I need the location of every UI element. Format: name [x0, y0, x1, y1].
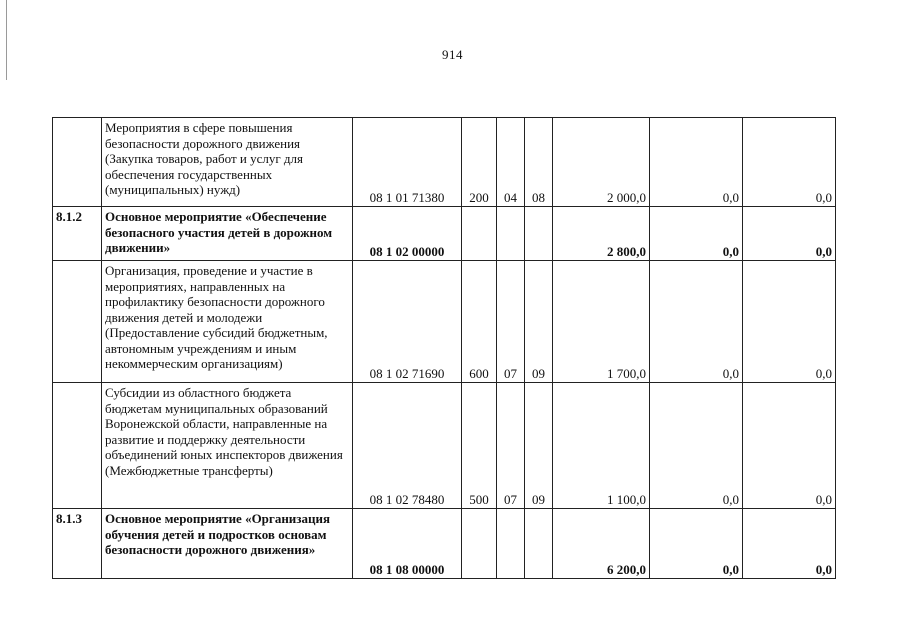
row-name: Организация, проведение и участие в мероприятиях, направленных на профилактику безопасности дорожного движения детей и молодежи (Предоставление субсидий бюджетным, автономным учреждениям и иным некоммерческим организациям) [102, 261, 353, 383]
row-amount-3: 0,0 [743, 383, 836, 509]
row-target-code: 08 1 01 71380 [353, 118, 462, 207]
row-target-code: 08 1 02 00000 [353, 207, 462, 261]
row-number: 8.1.3 [53, 509, 102, 579]
row-amount-1: 2 000,0 [553, 118, 650, 207]
row-amount-3: 0,0 [743, 118, 836, 207]
table-row [53, 118, 836, 207]
budget-table [52, 117, 836, 579]
row-amount-1: 1 700,0 [553, 261, 650, 383]
row-target-code: 08 1 02 71690 [353, 261, 462, 383]
row-section: 07 [497, 383, 525, 509]
row-name: Основное мероприятие «Организация обучения детей и подростков основам безопасности дорожного движения» [102, 509, 353, 579]
row-subsection: 09 [525, 383, 553, 509]
row-section [497, 207, 525, 261]
row-amount-2: 0,0 [650, 207, 743, 261]
row-amount-2: 0,0 [650, 383, 743, 509]
row-number [53, 383, 102, 509]
row-amount-3: 0,0 [743, 207, 836, 261]
row-subsection: 09 [525, 261, 553, 383]
row-name: Субсидии из областного бюджета бюджетам муниципальных образований Воронежской области, направленные на развитие и поддержку деятельности объединений юных инспекторов движения (Межбюджетные трансферты) [102, 383, 353, 509]
row-subsection: 08 [525, 118, 553, 207]
row-expense-type: 200 [462, 118, 497, 207]
row-target-code: 08 1 08 00000 [353, 509, 462, 579]
row-number [53, 261, 102, 383]
page-number: 914 [442, 47, 463, 62]
table-row [53, 261, 836, 383]
row-name: Мероприятия в сфере повышения безопасности дорожного движения (Закупка товаров, работ и услуг для обеспечения государственных (муниципальных) нужд) [102, 118, 353, 207]
scan-margin-line [6, 0, 7, 80]
row-amount-3: 0,0 [743, 261, 836, 383]
row-section [497, 509, 525, 579]
row-amount-1: 1 100,0 [553, 383, 650, 509]
row-subsection [525, 509, 553, 579]
row-amount-1: 2 800,0 [553, 207, 650, 261]
row-section: 04 [497, 118, 525, 207]
table-row [53, 207, 836, 261]
row-amount-3: 0,0 [743, 509, 836, 579]
row-expense-type [462, 207, 497, 261]
row-expense-type: 500 [462, 383, 497, 509]
row-expense-type: 600 [462, 261, 497, 383]
row-expense-type [462, 509, 497, 579]
row-target-code: 08 1 02 78480 [353, 383, 462, 509]
table-row [53, 509, 836, 579]
row-amount-2: 0,0 [650, 118, 743, 207]
row-name: Основное мероприятие «Обеспечение безопасного участия детей в дорожном движении» [102, 207, 353, 261]
row-subsection [525, 207, 553, 261]
row-number: 8.1.2 [53, 207, 102, 261]
row-section: 07 [497, 261, 525, 383]
row-amount-1: 6 200,0 [553, 509, 650, 579]
row-amount-2: 0,0 [650, 509, 743, 579]
row-amount-2: 0,0 [650, 261, 743, 383]
table-row [53, 383, 836, 509]
row-number [53, 118, 102, 207]
